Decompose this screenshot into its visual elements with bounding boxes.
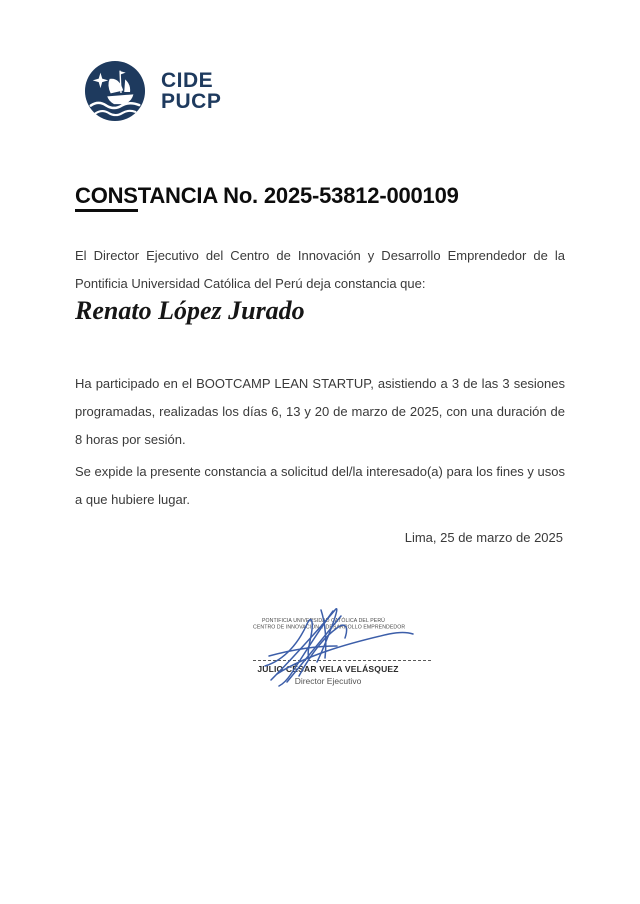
participation-paragraph: Ha participado en el BOOTCAMP LEAN STARTUP, asistiendo a 3 de las 3 sesiones programadas, realizadas los días 6, 13 y 20 de marzo de 2025, con una duración de 8 horas por sesión. bbox=[75, 376, 565, 447]
cide-pucp-logo bbox=[84, 60, 221, 122]
stamp-text bbox=[253, 618, 406, 631]
recipient-name: Renato López Jurado bbox=[75, 296, 305, 325]
stamp-line2: CENTRO DE INNOVACIÓN Y DESARROLLO EMPRENDEDOR bbox=[253, 624, 406, 631]
logo-wordmark-line1: CIDE bbox=[161, 69, 214, 92]
document-title-rest: TANCIA No. 2025-53812-000109 bbox=[137, 183, 459, 208]
issuance-paragraph: Se expide la presente constancia a solicitud del/la interesado(a) para los fines y usos a que hubiere lugar. bbox=[75, 464, 565, 507]
logo-wordmark-line2: PUCP bbox=[161, 90, 222, 113]
issue-date: Lima, 25 de marzo de 2025 bbox=[404, 530, 563, 545]
stamp-line1: PONTIFICIA UNIVERSIDAD CATÓLICA DEL PERÚ bbox=[262, 618, 385, 624]
document-title bbox=[75, 183, 565, 209]
logo-wordmark bbox=[161, 70, 221, 112]
signature-line bbox=[253, 660, 431, 661]
document-title-underlined: CONS bbox=[75, 183, 138, 212]
signer-name: JULIO CÉSAR VELA VELÁSQUEZ bbox=[257, 664, 399, 674]
signer-title: Director Ejecutivo bbox=[294, 676, 362, 686]
intro-paragraph: El Director Ejecutivo del Centro de Innovación y Desarrollo Emprendedor de la Pontificia Universidad Católica del Perú deja constancia que: bbox=[75, 248, 565, 291]
signature-block bbox=[253, 618, 431, 686]
caravel-ship-star-icon bbox=[84, 60, 146, 122]
